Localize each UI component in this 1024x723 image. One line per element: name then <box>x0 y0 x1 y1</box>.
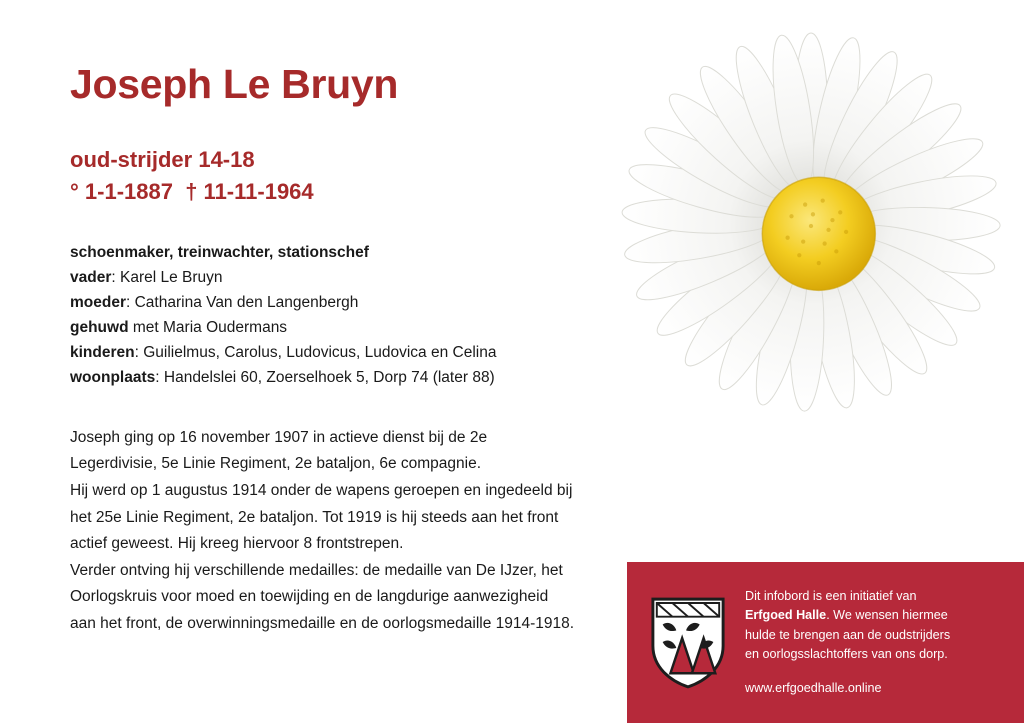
fact-row-married <box>70 315 610 340</box>
fact-label: moeder <box>70 294 126 312</box>
biography-text <box>70 425 575 638</box>
fact-label: woonplaats <box>70 369 156 387</box>
left-content-column <box>70 62 610 638</box>
fact-value: : Catharina Van den Langenbergh <box>126 294 359 312</box>
footer-credit-box <box>627 562 1024 723</box>
footer-line-2 <box>745 606 950 626</box>
fact-value: met Maria Oudermans <box>128 319 288 337</box>
daisy-flower-image <box>616 26 1006 426</box>
birth-death-dates: ° 1-1-1887 † 11-11-1964 <box>70 178 314 204</box>
biography-paragraph-1: Joseph ging op 16 november 1907 in actieve dienst bij de 2e Legerdivisie, 5e Linie Regiment, 2e bataljon, 6e compagnie. <box>70 428 488 473</box>
biography-paragraph-2: Hij werd op 1 augustus 1914 onder de wapens geroepen en ingedeeld bij het 25e Linie Regiment, 2e bataljon. Tot 1919 is hij steeds aan het front actief geweest. Hij kreeg hiervoor 8 frontstrepen. <box>70 481 573 553</box>
fact-row-mother <box>70 290 610 315</box>
daisy-icon <box>616 26 1006 426</box>
fact-label: gehuwd <box>70 319 129 337</box>
fact-value: : Handelslei 60, Zoerselhoek 5, Dorp 74 (later 88) <box>155 369 495 387</box>
fact-row-children <box>70 340 610 365</box>
website-url[interactable]: www.erfgoedhalle.online <box>745 680 882 695</box>
organization-name: Erfgoed Halle <box>745 608 827 623</box>
footer-line-2-rest: . We wensen hiermee <box>826 608 948 623</box>
fact-row-father <box>70 265 610 290</box>
fact-label: vader <box>70 268 112 286</box>
fact-row-residence <box>70 365 610 390</box>
fact-value: : Guilielmus, Carolus, Ludovicus, Ludovica en Celina <box>134 344 497 362</box>
footer-line-4: en oorlogsslachtoffers van ons dorp. <box>745 647 948 662</box>
footer-line-3: hulde te brengen aan de oudstrijders <box>745 627 951 642</box>
veteran-role: oud-strijder 14-18 <box>70 147 255 173</box>
page-title: Joseph Le Bruyn <box>70 61 399 107</box>
occupations: schoenmaker, treinwachter, stationschef <box>70 243 369 261</box>
fact-value: : Karel Le Bruyn <box>111 268 223 286</box>
personal-facts <box>70 240 610 391</box>
biography-paragraph-3: Verder ontving hij verschillende medailles: de medaille van De IJzer, het Oorlogskruis voor moed en toewijding en de langdurige aanwezigheid aan het front, de overwinningsmedaille en de oorlogsmedaille 1914-1918. <box>70 561 575 633</box>
shield-icon <box>649 595 727 691</box>
subtitle-block <box>70 144 610 208</box>
coat-of-arms-icon <box>649 595 727 691</box>
footer-text-block <box>745 587 962 699</box>
footer-line-1: Dit infobord is een initiatief van <box>745 588 917 603</box>
fact-label: kinderen <box>70 344 135 362</box>
